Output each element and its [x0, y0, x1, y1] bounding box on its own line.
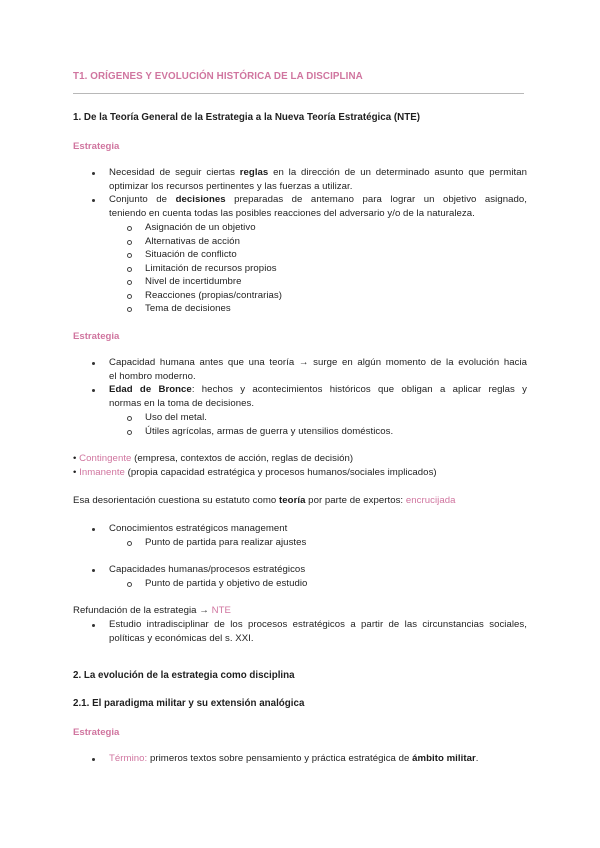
sub-item: Uso del metal.	[145, 412, 208, 423]
bullet-icon	[92, 569, 95, 572]
line-inmanente: • Inmanente (propia capacidad estratégica y procesos humanos/sociales implicados)	[73, 467, 437, 478]
circle-bullet-icon	[127, 582, 132, 587]
document-title: T1. ORÍGENES Y EVOLUCIÓN HISTÓRICA DE LA DISCIPLINA	[73, 71, 363, 82]
bullet-icon	[92, 172, 95, 175]
subheading-estrategia-1: Estrategia	[73, 141, 120, 152]
circle-bullet-icon	[127, 253, 132, 258]
paragraph-refundacion: Refundación de la estrategia → NTE	[73, 605, 231, 616]
bullet-icon	[92, 758, 95, 761]
list-item-estudio-cont: políticas y económicas del s. XXI.	[109, 633, 254, 644]
subheading-estrategia-2: Estrategia	[73, 331, 120, 342]
sub-item: Punto de partida para realizar ajustes	[145, 537, 307, 548]
heading-section-1: 1. De la Teoría General de la Estrategia a la Nueva Teoría Estratégica (NTE)	[73, 112, 421, 123]
bullet-icon	[92, 362, 95, 365]
bullet-icon	[92, 624, 95, 627]
circle-bullet-icon	[127, 430, 132, 435]
circle-bullet-icon	[127, 226, 132, 231]
bullet-icon	[92, 199, 95, 202]
heading-section-2: 2. La evolución de la estrategia como disciplina	[73, 670, 295, 681]
sub-item: Reacciones (propias/contrarias)	[145, 290, 282, 301]
sub-item: Asignación de un objetivo	[145, 222, 256, 233]
title-divider	[73, 93, 524, 94]
circle-bullet-icon	[127, 307, 132, 312]
list-item-termino: Término: primeros textos sobre pensamiento y práctica estratégica de ámbito militar.	[109, 753, 479, 764]
circle-bullet-icon	[127, 294, 132, 299]
list-item-decisiones: Conjunto de decisiones preparadas de antemano para lograr un objetivo asignado,	[109, 194, 527, 205]
paragraph-desorientacion: Esa desorientación cuestiona su estatuto como teoría por parte de expertos: encrucijada	[73, 495, 456, 506]
heading-section-2-1: 2.1. El paradigma militar y su extensión analógica	[73, 698, 305, 709]
list-item-capacidades: Capacidades humanas/procesos estratégicos	[109, 564, 306, 575]
bullet-icon	[92, 389, 95, 392]
list-item-reglas-cont: optimizar los recursos pertinentes y las fuerzas a utilizar.	[109, 181, 353, 192]
list-item-estudio: Estudio intradisciplinar de los procesos estratégicos a partir de las circunstancias sociales,	[109, 619, 527, 630]
list-item-conocimientos: Conocimientos estratégicos management	[109, 523, 288, 534]
sub-item: Punto de partida y objetivo de estudio	[145, 578, 308, 589]
sub-item: Útiles agrícolas, armas de guerra y utensilios domésticos.	[145, 426, 394, 437]
list-item-reglas: Necesidad de seguir ciertas reglas en la dirección de un determinado asunto que permitan	[109, 167, 527, 178]
bullet-icon	[92, 528, 95, 531]
line-contingente: • Contingente (empresa, contextos de acción, reglas de decisión)	[73, 453, 354, 464]
sub-item: Situación de conflicto	[145, 249, 237, 260]
circle-bullet-icon	[127, 267, 132, 272]
list-item-edad-bronce-cont: normas en la toma de decisiones.	[109, 398, 255, 409]
circle-bullet-icon	[127, 240, 132, 245]
sub-item: Limitación de recursos propios	[145, 263, 277, 274]
sub-item: Tema de decisiones	[145, 303, 231, 314]
list-item-capacidad-cont: el hombro moderno.	[109, 371, 196, 382]
list-item-edad-bronce: Edad de Bronce: hechos y acontecimientos históricos que obligan a aplicar reglas y	[109, 384, 527, 395]
sub-item: Alternativas de acción	[145, 236, 240, 247]
subheading-estrategia-3: Estrategia	[73, 727, 120, 738]
list-item-capacidad: Capacidad humana antes que una teoría → surge en algún momento de la evolución hacia	[109, 357, 527, 368]
circle-bullet-icon	[127, 541, 132, 546]
sub-item: Nivel de incertidumbre	[145, 276, 242, 287]
list-item-decisiones-cont: teniendo en cuenta todas las posibles reacciones del adversario y/o de la naturaleza.	[109, 208, 475, 219]
circle-bullet-icon	[127, 416, 132, 421]
circle-bullet-icon	[127, 280, 132, 285]
